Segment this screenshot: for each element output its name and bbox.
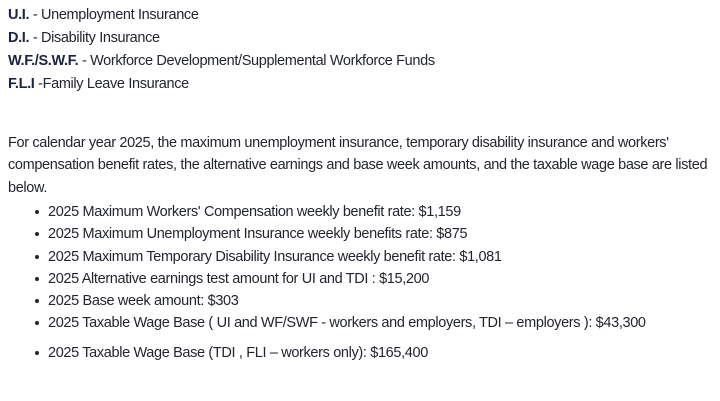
definition-fli [8,73,435,96]
item-text: 2025 Base week amount: $303 [48,293,239,310]
item-text: 2025 Maximum Workers' Compensation weekly benefit rate: $1,159 [48,204,461,220]
item-text: 2025 Alternative earnings test amount for UI and TDI : $15,200 [48,270,430,287]
item-text: 2025 Maximum Temporary Disability Insurance weekly benefit rate: $1,081 [48,248,502,265]
definition-text: -Family Leave Insurance [34,76,189,92]
definition-ui [8,4,435,27]
definition-text: - Disability Insurance [29,30,160,46]
bullet-icon [35,210,39,214]
abbreviation: W.F./S.W.F. [8,53,79,69]
definition-text: - Unemployment Insurance [29,7,199,23]
item-text: 2025 Taxable Wage Base ( UI and WF/SWF - workers and employers, TDI – employers ): $43,300 [48,315,646,332]
item-text: 2025 Maximum Unemployment Insurance weekly benefits rate: $875 [48,226,468,243]
bullet-icon [35,232,39,236]
bullet-icon [35,351,39,355]
list-item [48,246,708,268]
list-item [48,223,708,245]
bullet-icon [35,277,39,281]
abbreviation: U.I. [8,7,30,23]
intro-paragraph: For calendar year 2025, the maximum unemployment insurance, temporary disability insurance and workers' compensation benefit rates, the alternative earnings and base week amounts, and the taxable wage base are listed below. [8,134,708,196]
bullet-icon [35,255,39,259]
list-item [48,312,708,335]
list-item [48,290,708,312]
bullet-icon [35,321,39,325]
list-item [48,201,708,223]
definition-text: - Workforce Development/Supplemental Workforce Funds [78,53,435,69]
definition-wf-swf [8,50,435,73]
item-text: 2025 Taxable Wage Base (TDI , FLI – workers only): $165,400 [48,345,428,362]
bullet-icon [35,299,39,303]
list-item [48,268,708,290]
rates-list [0,201,708,365]
abbreviation: D.I. [8,30,30,46]
list-item [48,342,708,364]
definition-di [8,27,435,50]
abbreviation: F.L.I [8,76,35,92]
abbreviation-definitions [8,4,435,96]
